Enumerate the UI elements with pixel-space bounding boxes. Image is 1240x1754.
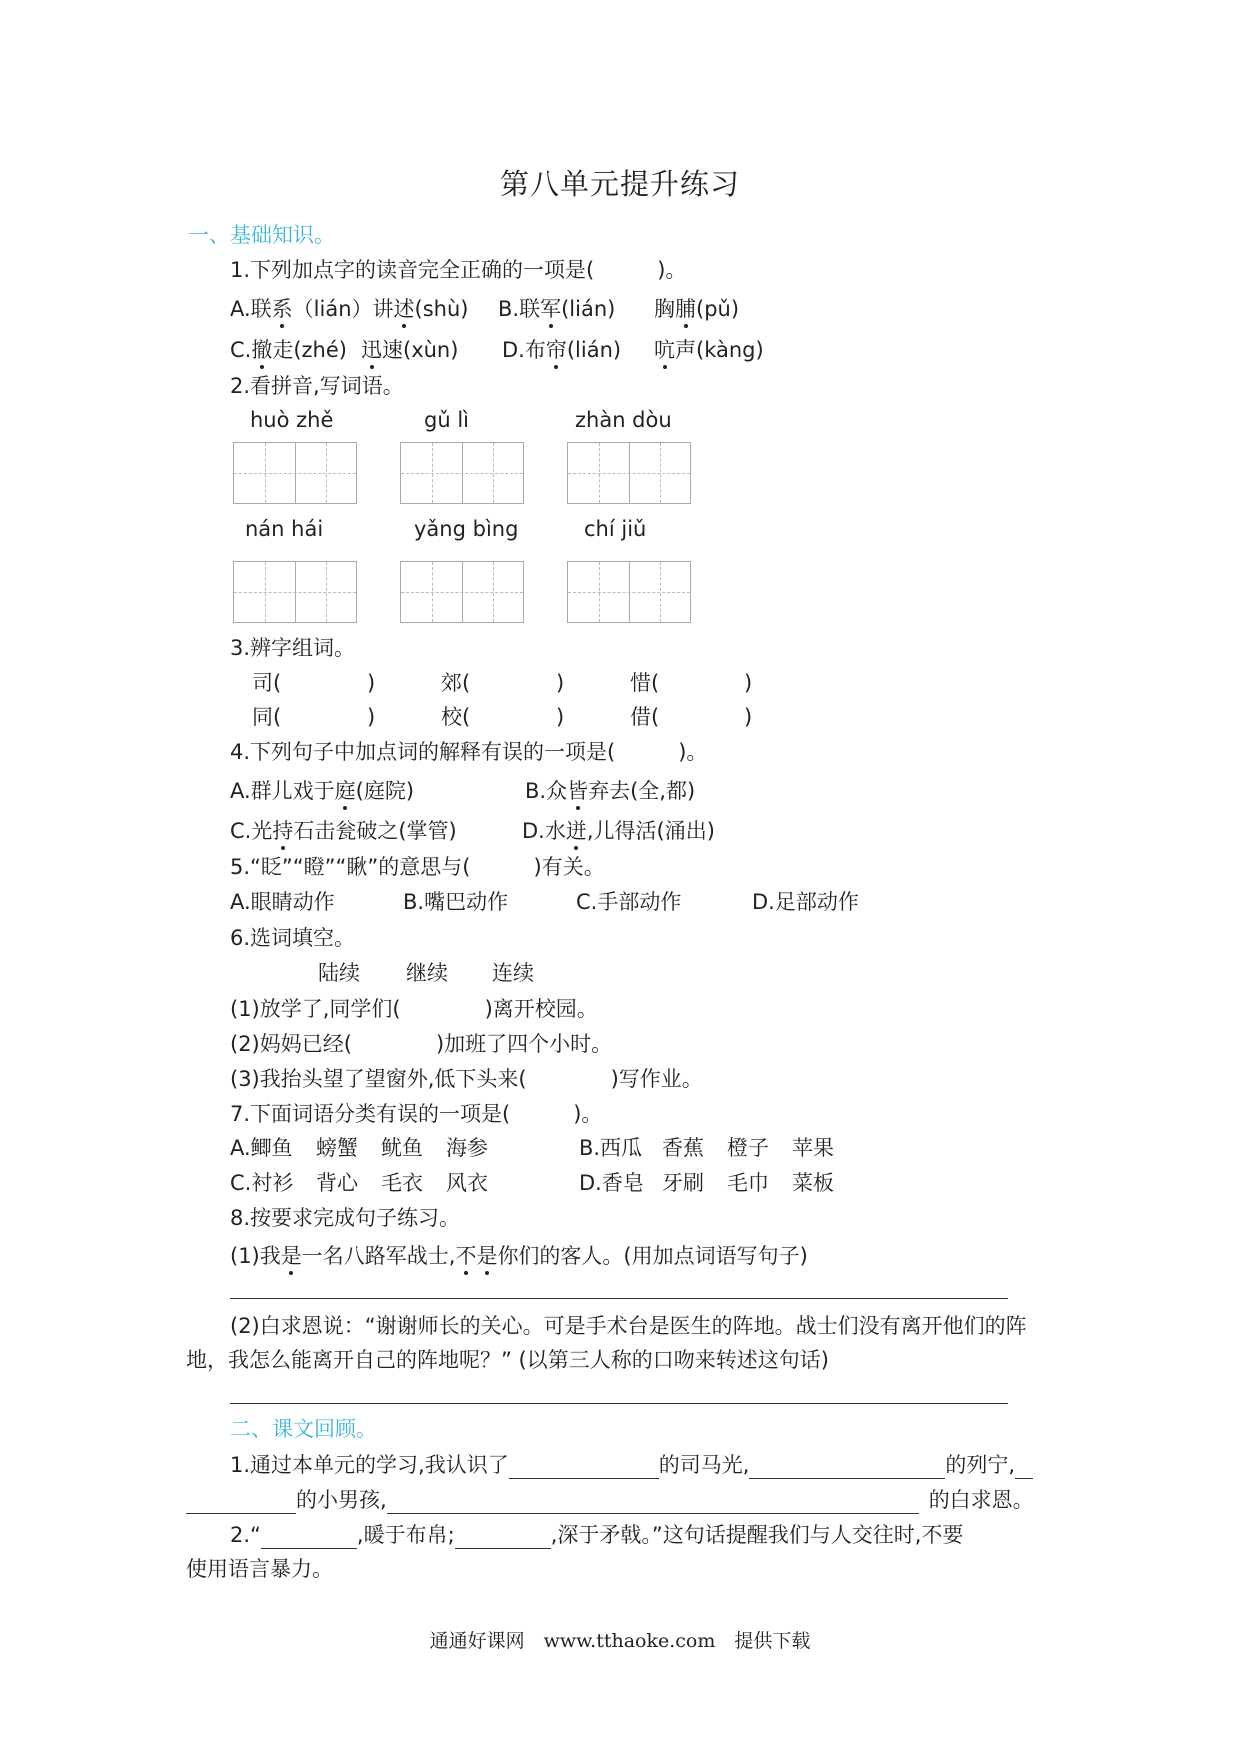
dotted-char: 持 xyxy=(272,819,294,843)
fill-blank[interactable] xyxy=(1015,1456,1033,1479)
review-1-line2 xyxy=(186,1486,1034,1514)
char-close: ) xyxy=(367,705,376,729)
q1-option-a xyxy=(230,295,468,323)
q1-option-c-second xyxy=(361,336,458,364)
writing-grid[interactable] xyxy=(233,561,357,623)
q7-word: 橙子 xyxy=(727,1136,769,1160)
fill-blank[interactable] xyxy=(509,1456,659,1479)
char-prompt: 借( xyxy=(630,705,660,729)
text: ,儿得活(涌出) xyxy=(586,819,715,843)
char-prompt: 惜( xyxy=(630,671,660,695)
q1-option-b-second xyxy=(654,295,739,323)
q6-sentence-2: (2)妈妈已经( )加班了四个小时。 xyxy=(230,1032,613,1056)
answer-line[interactable] xyxy=(230,1403,1008,1404)
dotted-char: 系 xyxy=(271,297,293,321)
q7-word: A.鲫鱼 xyxy=(230,1136,293,1160)
fill-blank[interactable] xyxy=(186,1491,296,1514)
q8-sentence-1 xyxy=(230,1242,808,1270)
q5-option: B.嘴巴动作 xyxy=(403,890,509,914)
q1-option-d xyxy=(502,336,621,364)
q7-word: B.西瓜 xyxy=(579,1136,643,1160)
q1-option-b xyxy=(498,295,615,323)
text: C.光 xyxy=(230,819,273,843)
review-1-line1 xyxy=(230,1451,1033,1479)
writing-grid[interactable] xyxy=(400,442,524,504)
q5-option: A.眼睛动作 xyxy=(230,890,335,914)
fill-blank[interactable] xyxy=(455,1526,551,1549)
text: (庭院) xyxy=(355,779,415,803)
text: (pǔ) xyxy=(696,297,740,321)
q7-word: 风衣 xyxy=(446,1171,488,1195)
char-prompt: 同( xyxy=(252,705,282,729)
text: 1.通过本单元的学习,我认识了 xyxy=(230,1453,509,1477)
text: C. xyxy=(230,338,252,362)
q7-word: 苹果 xyxy=(792,1136,834,1160)
text: D.布 xyxy=(502,338,546,362)
q6-sentence-3: (3)我抬头望了望窗外,低下头来( )写作业。 xyxy=(230,1067,703,1091)
word-choice: 继续 xyxy=(406,961,448,985)
dotted-char: 庭 xyxy=(334,779,356,803)
text: （lián）讲 xyxy=(292,297,394,321)
text: 胸 xyxy=(654,297,675,321)
text: (lián) xyxy=(566,338,622,362)
q7-word: 背心 xyxy=(316,1171,358,1195)
dotted-char: 不 xyxy=(455,1244,477,1268)
text: B.联 xyxy=(498,297,541,321)
q7-word: 鱿鱼 xyxy=(381,1136,423,1160)
char-close: ) xyxy=(556,705,565,729)
pinyin-label: huò zhě xyxy=(250,408,334,432)
q4-option-b xyxy=(525,777,695,805)
text: A.联 xyxy=(230,297,272,321)
q3-stem: 3.辨字组词。 xyxy=(230,636,356,660)
q2-stem: 2.看拼音,写词语。 xyxy=(230,374,404,398)
text: 声(kàng) xyxy=(675,338,764,362)
text: ,深于矛戟。”这句话提醒我们与人交往时,不要 xyxy=(550,1523,964,1547)
dotted-char: 帘 xyxy=(545,338,567,362)
q6-sentence-1: (1)放学了,同学们( )离开校园。 xyxy=(230,997,598,1021)
q7-word: 香蕉 xyxy=(662,1136,704,1160)
text: D.水 xyxy=(522,819,566,843)
fill-blank[interactable] xyxy=(749,1456,945,1479)
word-choice: 陆续 xyxy=(318,961,360,985)
text: B.众 xyxy=(525,779,568,803)
page-title: 第八单元提升练习 xyxy=(499,167,740,201)
q1-stem: 1.下列加点字的读音完全正确的一项是( )。 xyxy=(230,258,687,282)
text: 速(xùn) xyxy=(382,338,459,362)
review-2-line2: 使用语言暴力。 xyxy=(186,1557,333,1581)
pinyin-label: nán hái xyxy=(245,517,324,541)
dotted-char: 吭 xyxy=(654,338,675,362)
q7-word: 牙刷 xyxy=(662,1171,704,1195)
fill-blank[interactable] xyxy=(387,1491,919,1514)
char-close: ) xyxy=(556,671,565,695)
review-2-line1 xyxy=(230,1521,963,1549)
dotted-char: 是 xyxy=(476,1244,498,1268)
q7-word: 螃蟹 xyxy=(316,1136,358,1160)
section-text-review: 二、课文回顾。 xyxy=(230,1417,377,1441)
writing-grid[interactable] xyxy=(567,561,691,623)
text: (lián) xyxy=(561,297,616,321)
q8-sentence-2-line2: 地，我怎么能离开自己的阵地呢？” (以第三人称的口吻来转述这句话) xyxy=(186,1348,829,1372)
q5-option: D.足部动作 xyxy=(752,890,859,914)
dotted-char: 皆 xyxy=(567,779,589,803)
footer-credit: 通通好课网 www.tthaoke.com 提供下载 xyxy=(429,1630,811,1652)
fill-blank[interactable] xyxy=(261,1526,357,1549)
text: 走(zhé) xyxy=(272,338,347,362)
dotted-char: 撤 xyxy=(251,338,273,362)
q7-word: C.衬衫 xyxy=(230,1171,294,1195)
text: 的列宁, xyxy=(945,1453,1016,1477)
pinyin-label: zhàn dòu xyxy=(575,408,672,432)
dotted-char: 脯 xyxy=(675,297,696,321)
q7-word: D.香皂 xyxy=(579,1171,644,1195)
text: 弃去(全,都) xyxy=(588,779,696,803)
q1-option-c xyxy=(230,336,347,364)
text: (shù) xyxy=(414,297,469,321)
dotted-char: 迸 xyxy=(565,819,587,843)
q4-stem: 4.下列句子中加点词的解释有误的一项是( )。 xyxy=(230,740,708,764)
q5-stem: 5.“眨”“瞪”“瞅”的意思与( )有关。 xyxy=(230,855,605,879)
text: 的小男孩, xyxy=(296,1488,387,1512)
text: 的司马光, xyxy=(658,1453,750,1477)
char-close: ) xyxy=(744,705,753,729)
text: ,暖于布帛; xyxy=(356,1523,455,1547)
text: 一名八路军战士, xyxy=(301,1244,456,1268)
q7-word: 海参 xyxy=(446,1136,488,1160)
q7-stem: 7.下面词语分类有误的一项是( )。 xyxy=(230,1102,603,1126)
pinyin-label: chí jiǔ xyxy=(584,517,647,541)
section-basic-knowledge: 一、基础知识。 xyxy=(188,223,335,247)
q1-option-d-second xyxy=(654,336,764,364)
text: 2.“ xyxy=(230,1523,261,1547)
char-close: ) xyxy=(367,671,376,695)
text: 的白求恩。 xyxy=(928,1488,1034,1512)
q7-word: 毛衣 xyxy=(381,1171,423,1195)
writing-grid[interactable] xyxy=(400,561,524,623)
q6-stem: 6.选词填空。 xyxy=(230,926,356,950)
writing-grid[interactable] xyxy=(567,442,691,504)
dotted-char: 军 xyxy=(540,297,562,321)
dotted-char: 迅 xyxy=(361,338,382,362)
dotted-char: 述 xyxy=(393,297,415,321)
dotted-char: 是 xyxy=(280,1244,302,1268)
q8-stem: 8.按要求完成句子练习。 xyxy=(230,1206,461,1230)
text: (1)我 xyxy=(230,1244,281,1268)
q4-option-a xyxy=(230,777,414,805)
q7-word: 菜板 xyxy=(792,1171,834,1195)
q7-word: 毛巾 xyxy=(727,1171,769,1195)
text: 石击瓮破之(掌管) xyxy=(293,819,457,843)
q8-sentence-2-line1: (2)白求恩说：“谢谢师长的关心。可是手术台是医生的阵地。战士们没有离开他们的阵 xyxy=(230,1314,1027,1338)
char-prompt: 校( xyxy=(441,705,471,729)
q4-option-c xyxy=(230,817,457,845)
char-prompt: 司( xyxy=(252,671,282,695)
char-close: ) xyxy=(744,671,753,695)
answer-line[interactable] xyxy=(230,1298,1008,1299)
char-prompt: 郊( xyxy=(441,671,471,695)
q4-option-d xyxy=(522,817,715,845)
q5-option: C.手部动作 xyxy=(576,890,682,914)
pinyin-label: yǎng bìng xyxy=(414,517,519,541)
writing-grid[interactable] xyxy=(233,442,357,504)
text: 你们的客人。(用加点词语写句子) xyxy=(497,1244,808,1268)
pinyin-label: gǔ lì xyxy=(424,408,469,432)
word-choice: 连续 xyxy=(492,961,534,985)
text: A.群儿戏于 xyxy=(230,779,335,803)
